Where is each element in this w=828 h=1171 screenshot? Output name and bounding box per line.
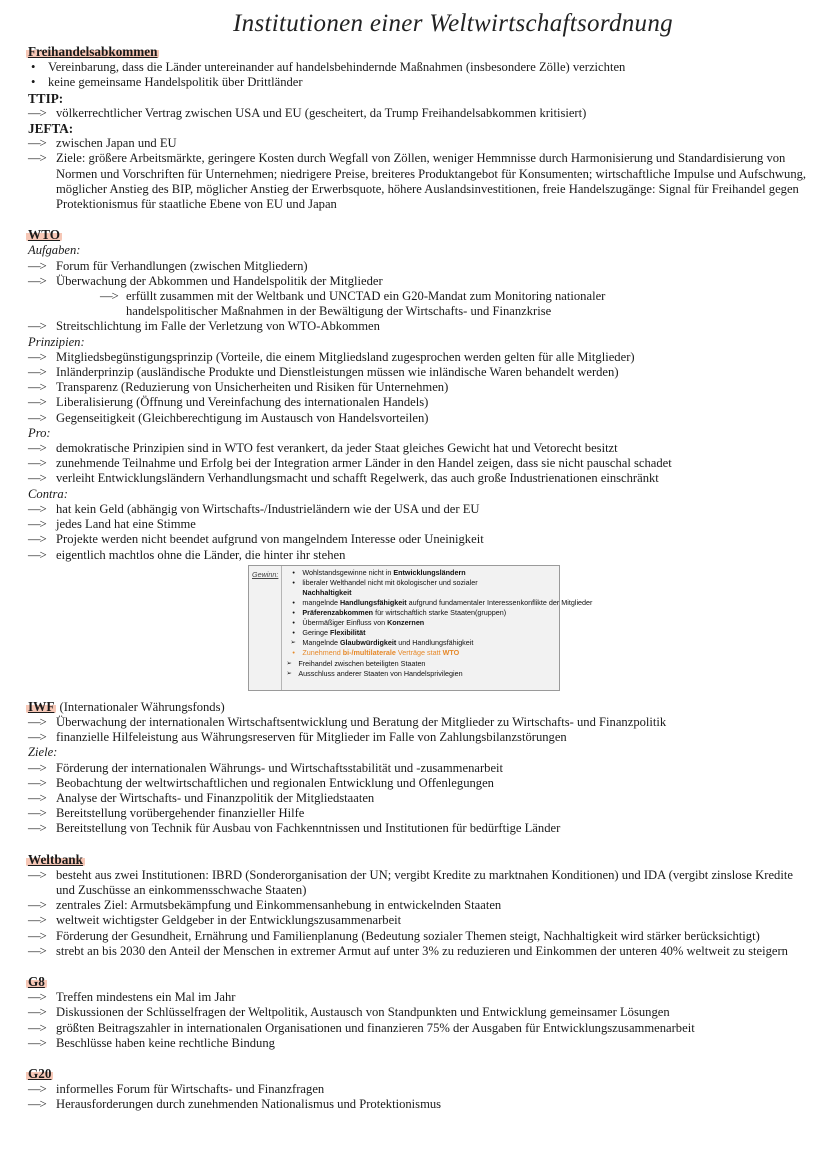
list-item: —> Beschlüsse haben keine rechtliche Bindung bbox=[28, 1036, 808, 1051]
list-item: —> informelles Forum für Wirtschafts- und Finanzfragen bbox=[28, 1082, 808, 1097]
label-ziele: Ziele: bbox=[28, 745, 58, 760]
figure-subitem: ➢ Ausschluss anderer Staaten von Handelsprivilegien bbox=[290, 669, 592, 679]
section-heading: WTO bbox=[28, 227, 61, 243]
list-item: —> Treffen mindestens ein Mal im Jahr bbox=[28, 990, 808, 1005]
section-heading: IWF bbox=[28, 698, 55, 714]
section-heading: G8 bbox=[28, 973, 45, 989]
list-item: —> besteht aus zwei Institutionen: IBRD (Sonderorganisation der UN; vergibt Kredite zu marktnahen Konditionen) und IDA (vergibt zinslose Kredite und Zuschüsse an einkommensschwache Staaten) bbox=[28, 868, 808, 898]
list-item bbox=[28, 289, 808, 319]
list-item: —> eigentlich machtlos ohne die Länder, die hinter ihr stehen bbox=[28, 548, 808, 563]
section-heading-suffix: (Internationaler Währungsfonds) bbox=[56, 699, 225, 714]
figure-item: ➢ Mangelnde Glaubwürdigkeit und Handlungsfähigkeit bbox=[290, 638, 592, 648]
list-item: —> demokratische Prinzipien sind in WTO fest verankert, da jeder Staat gleiches Gewicht hat und Vetorecht besitzt bbox=[28, 441, 808, 456]
list-item: —> zentrales Ziel: Armutsbekämpfung und Einkommensanhebung in entwickelnden Staaten bbox=[28, 898, 808, 913]
list-item: —> verleiht Entwicklungsländern Verhandlungsmacht und schafft Regelwerk, das auch große Industrienationen einschränkt bbox=[28, 471, 808, 486]
section-weltbank bbox=[28, 852, 808, 959]
nested-item: —> erfüllt zusammen mit der Weltbank und UNCTAD ein G20-Mandat zum Monitoring nationaler handelspolitischer Maßnahmen in der Bewältigung der Wirtschafts- und Finanzkrise bbox=[100, 289, 646, 319]
label-prinzipien: Prinzipien: bbox=[28, 334, 85, 349]
section-heading: Weltbank bbox=[28, 851, 83, 867]
section-g20 bbox=[28, 1066, 808, 1113]
section-iwf bbox=[28, 699, 808, 837]
wto-criticism-figure bbox=[248, 565, 593, 691]
list-item: —> Überwachung der internationalen Wirtschaftsentwicklung und Beratung der Mitglieder zu Wirtschafts- und Finanzpolitik bbox=[28, 715, 808, 730]
list-item: —> Inländerprinzip (ausländische Produkte und Dienstleistungen müssen wie inländische Waren behandelt werden) bbox=[28, 365, 808, 380]
list-item: —> jedes Land hat eine Stimme bbox=[28, 517, 808, 532]
list-item: —> zwischen Japan und EU bbox=[28, 136, 808, 151]
label-contra: Contra: bbox=[28, 486, 68, 501]
subheading-ttip: TTIP: bbox=[28, 90, 64, 106]
list-item: —> Streitschlichtung im Falle der Verletzung von WTO-Abkommen bbox=[28, 319, 808, 334]
list-item: —> Diskussionen der Schlüsselfragen der Weltpolitik, Austausch von Standpunkten und Entwicklung gemeinsamer Lösungen bbox=[28, 1005, 808, 1020]
list-item: —> Liberalisierung (Öffnung und Vereinfachung des internationalen Handels) bbox=[28, 395, 808, 410]
list-item: —> Bereitstellung von Technik für Ausbau von Fachkenntnissen und Institutionen für bedürftige Länder bbox=[28, 821, 808, 836]
list-item: —> Transparenz (Reduzierung von Unsicherheiten und Risiken für Unternehmen) bbox=[28, 380, 808, 395]
list-item: —> Ziele: größere Arbeitsmärkte, geringere Kosten durch Wegfall von Zöllen, weniger Hemmnisse durch Harmonisierung und Standardisierung von Normen und Vorschriften für Unternehmen; niedrigere Preise, breiteres Produktangebot für Konsumenten; wirtschaftliche Impulse und Aufschwung, möglicher Anstieg des BIP, möglicher Anstieg der Erwerbsquote, höhere Auslandsinvestitionen, freie Handelszugänge: Signal für Freihandel gegen Protektionismus für staatliche Ebene von EU und Japan bbox=[28, 151, 808, 212]
list-item: —> strebt an bis 2030 den Anteil der Menschen in extremer Armut auf unter 3% zu reduzieren und Einkommen der unteren 40% weltweit zu steigern bbox=[28, 944, 808, 959]
figure-item: • Wohlstandsgewinne nicht in Entwicklungsländern bbox=[290, 568, 592, 578]
section-wto bbox=[28, 227, 808, 690]
page-title: Institutionen einer Weltwirtschaftsordnung bbox=[233, 10, 673, 37]
list-item: —> zunehmende Teilnahme und Erfolg bei der Integration armer Länder in den Handel zeigen, dass sie nicht pauschal schadet bbox=[28, 456, 808, 471]
section-heading: G20 bbox=[28, 1065, 52, 1081]
list-item: —> größten Beitragszahler in internationalen Organisationen und finanzieren 75% der Ausgaben für Entwicklungszusammenarbeit bbox=[28, 1021, 808, 1036]
list-item: —> weltweit wichtigster Geldgeber in der Entwicklungszusammenarbeit bbox=[28, 913, 808, 928]
figure-item: • Präferenzabkommen für wirtschaftlich starke Staaten(gruppen) bbox=[290, 608, 592, 618]
section-freihandelsabkommen bbox=[28, 44, 808, 212]
label-aufgaben: Aufgaben: bbox=[28, 243, 81, 258]
figure-subitem: ➢ Freihandel zwischen beteiligten Staaten bbox=[290, 659, 592, 669]
figure-item-highlighted: • Zunehmend bi-/multilaterale Verträge statt WTO bbox=[290, 648, 592, 658]
list-item: —> Projekte werden nicht beendet aufgrund von mangelndem Interesse oder Uneinigkeit bbox=[28, 532, 808, 547]
figure-item: • mangelnde Handlungsfähigkeit aufgrund fundamentaler Interessenkonflikte der Mitglieder bbox=[290, 598, 592, 608]
figure-item: • Geringe Flexibilität bbox=[290, 628, 592, 638]
notes-page bbox=[28, 0, 808, 1113]
list-item: —> hat kein Geld (abhängig von Wirtschafts-/Industrieländern wie der USA und der EU bbox=[28, 502, 808, 517]
list-item: —> Förderung der Gesundheit, Ernährung und Familienplanung (Bedeutung sozialer Themen steigt, Nachhaltigkeit wird stärker berücksichtigt) bbox=[28, 929, 808, 944]
list-item: —> völkerrechtlicher Vertrag zwischen USA und EU (gescheitert, da Trump Freihandelsabkommen kritisiert) bbox=[28, 106, 808, 121]
figure-list bbox=[282, 566, 596, 690]
list-item: • keine gemeinsame Handelspolitik über Drittländer bbox=[28, 75, 808, 90]
list-item: —> Gegenseitigkeit (Gleichberechtigung im Austausch von Handelsvorteilen) bbox=[28, 411, 808, 426]
list-item: —> finanzielle Hilfeleistung aus Währungsreserven für Mitglieder im Falle von Zahlungsbilanzstörungen bbox=[28, 730, 808, 745]
list-item: —> Überwachung der Abkommen und Handelspolitik der Mitglieder bbox=[28, 274, 808, 289]
figure-item: • Übermäßiger Einfluss von Konzernen bbox=[290, 618, 592, 628]
section-g8 bbox=[28, 974, 808, 1051]
list-item: —> Bereitstellung vorübergehender finanzieller Hilfe bbox=[28, 806, 808, 821]
subheading-jefta: JEFTA: bbox=[28, 121, 74, 137]
figure-label: Gewinn: bbox=[249, 566, 282, 690]
list-item: —> Mitgliedsbegünstigungsprinzip (Vorteile, die einem Mitgliedsland zugesprochen werden gelten für alle Mitglieder) bbox=[28, 350, 808, 365]
section-heading: Freihandelsabkommen bbox=[28, 44, 158, 59]
list-item: —> Analyse der Wirtschafts- und Finanzpolitik der Mitgliedstaaten bbox=[28, 791, 808, 806]
list-item: —> Forum für Verhandlungen (zwischen Mitgliedern) bbox=[28, 259, 808, 274]
label-pro: Pro: bbox=[28, 425, 51, 440]
list-item: —> Beobachtung der weltwirtschaftlichen und regionalen Entwicklung und Offenlegungen bbox=[28, 776, 808, 791]
figure-item: • liberaler Welthandel nicht mit ökologischer und sozialer Nachhaltigkeit bbox=[290, 578, 592, 598]
list-item: —> Herausforderungen durch zunehmenden Nationalismus und Protektionismus bbox=[28, 1097, 808, 1112]
list-item: —> Förderung der internationalen Währungs- und Wirtschaftsstabilität und -zusammenarbeit bbox=[28, 761, 808, 776]
list-item: • Vereinbarung, dass die Länder untereinander auf handelsbehindernde Maßnahmen (insbesondere Zölle) verzichten bbox=[28, 60, 808, 75]
